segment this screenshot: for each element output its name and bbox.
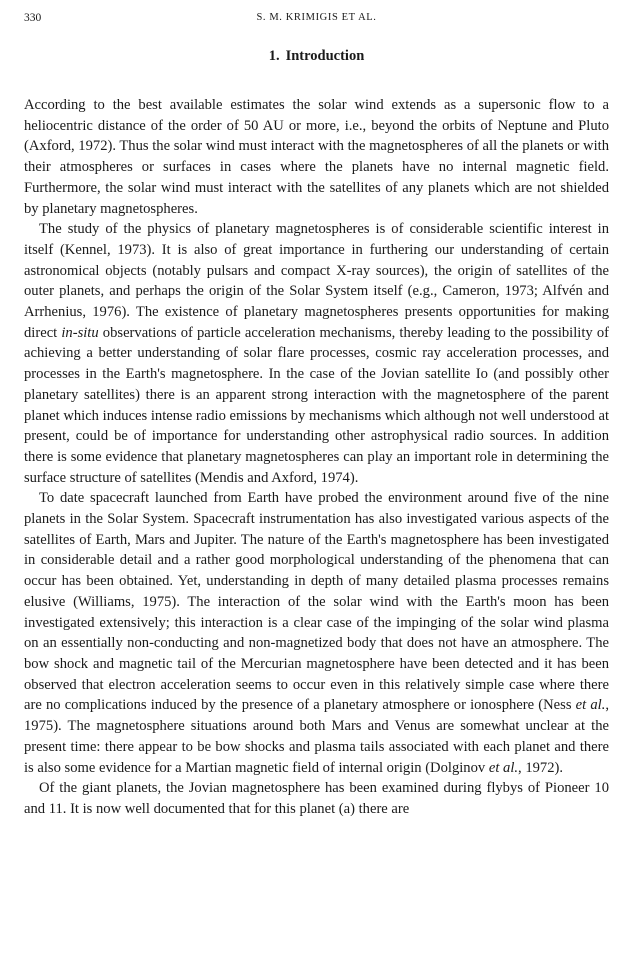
paragraph-2	[24, 219, 609, 488]
paragraph-2-text-a: The study of the physics of planetary magnetospheres is of considerable scientific interest in itself (Kennel, 1973). It is also of great importance in furthering our understanding of certain astronomical objects (notably pulsars and compact X-ray sources), the origin of satellites of the outer planets, and perhaps the origin of the Solar System itself (e.g., Cameron, 1973; Alfvén and Arrhenius, 1976). The existence of planetary magnetospheres presents opportunities for making direct	[24, 221, 609, 341]
paragraph-3-text-a: To date spacecraft launched from Earth have probed the environment around five of the nine planets in the Solar System. Spacecraft instrumentation has also investigated various aspects of the satellites of Earth, Mars and Jupiter. The nature of the Earth's magnetosphere has been investigated in considerable detail and a rather good morphological understanding of the phenomena that can occur has been obtained. Yet, understanding in depth of many detailed plasma processes remains elusive (Williams, 1975). The interaction of the solar wind with the Earth's moon has been investigated extensively; this interaction is a clear case of the impinging of the solar wind plasma on an essentially non-conducting and non-magnetized body that does not have an atmosphere. The bow shock and magnetic tail of the Mercurian magnetosphere have been detected and it has been observed that electron acceleration seems to occur even in this relatively simple case where there are no complications induced by the presence of a planetary atmosphere or ionosphere (Ness	[24, 490, 609, 714]
paragraph-3-italic-1: et al.	[575, 697, 606, 714]
paragraph-3-text-b: , 1975). The magnetosphere situations around both Mars and Venus are somewhat unclear at the present time: there appear to be bow shocks and plasma tails associated with each planet and there is also some evidence for a Martian magnetic field of internal origin (Dolginov	[24, 697, 609, 776]
paragraph-3	[24, 488, 609, 778]
page-number: 330	[24, 12, 42, 24]
paragraph-3-italic-2: et al.	[488, 759, 519, 776]
running-title: S. M. KRIMIGIS ET AL.	[256, 12, 377, 23]
paragraph-3-text-c: , 1972).	[518, 759, 564, 776]
section-heading	[24, 48, 609, 65]
paragraph-4: Of the giant planets, the Jovian magnetosphere has been examined during flybys of Pioneer 10 and 11. It is now well documented that for this planet (a) there are	[24, 780, 609, 817]
page	[24, 10, 609, 820]
section-title: Introduction	[285, 48, 365, 64]
running-header	[24, 10, 609, 30]
section-number: 1.	[268, 48, 280, 64]
body-text	[24, 95, 609, 820]
paragraph-2-italic: in-situ	[61, 324, 99, 341]
paragraph-2-text-b: observations of particle acceleration mechanisms, thereby leading to the possibility of achieving a better understanding of solar flare processes, cosmic ray acceleration processes, and processes in the Earth's magnetosphere. In the case of the Jovian satellite Io (and possibly other planetary satellites) there is an apparent strong interaction with the magnetosphere of the parent planet which induces intense radio emissions by mechanisms which although not well understood at present, could be of importance for understanding other astrophysical radio sources. In addition there is some evidence that planetary magnetospheres can play an important role in determining the surface structure of satellites (Mendis and Axford, 1974).	[24, 324, 609, 486]
paragraph-1: According to the best available estimates the solar wind extends as a supersonic flow to a heliocentric distance of the order of 50 AU or more, i.e., beyond the orbits of Neptune and Pluto (Axford, 1972). Thus the solar wind must interact with the magnetospheres of all the planets or with their atmospheres or surfaces in cases where the planets have no internal magnetic field. Furthermore, the solar wind must interact with the satellites of any planets which are not shielded by planetary magnetospheres.	[24, 97, 609, 217]
